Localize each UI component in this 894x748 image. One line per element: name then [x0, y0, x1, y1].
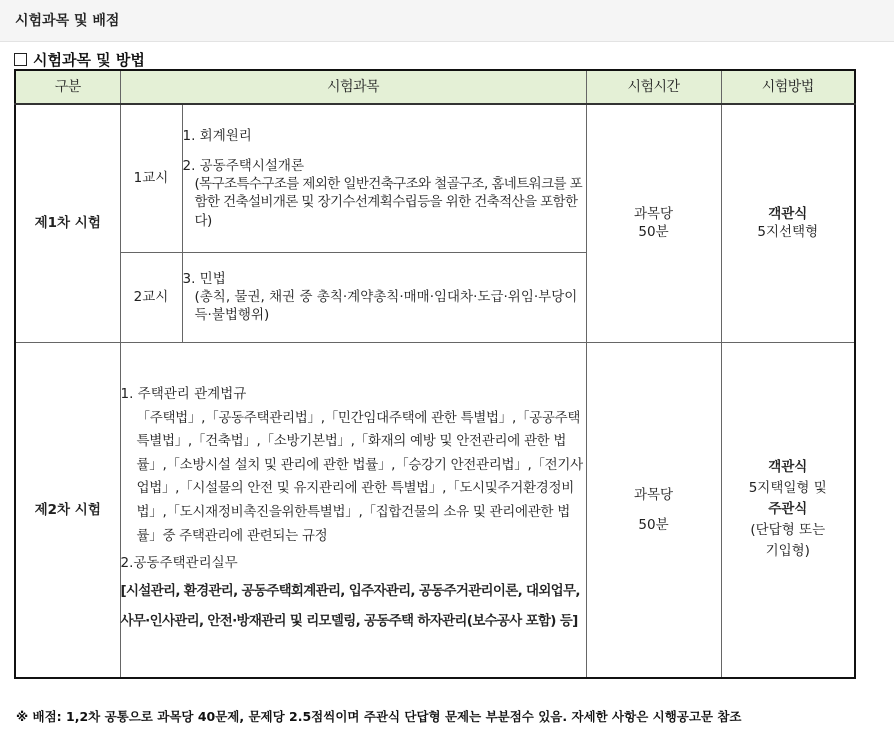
exam1-subject1: 1. 회계원리 [182, 127, 252, 144]
exam2-subject1-title: 1. 주택관리 관계법규 [120, 385, 247, 402]
exam1-time-line2: 50분 [638, 224, 669, 241]
exam2-time-cell [586, 342, 721, 678]
exam1-period2-subjects [182, 252, 586, 342]
exam2-method-line2: 5지택일형 및 [748, 480, 827, 497]
exam2-method-line3: 주관식 [768, 501, 808, 518]
exam2-subject2-detail: [시설관리, 환경관리, 공동주택회계관리, 입주자관리, 공동주거관리이론, 대외업무, 사무·인사관리, 안전·방재관리 및 리모델링, 공동주택 하자관리(보수공사 포함) 등] [120, 582, 580, 630]
exam1-time-cell [586, 104, 721, 342]
footnote-text: 1,2차 공통으로 과목당 40문제, 문제당 2.5점씩이며 주관식 단답형 문제는 부분점수 있음. 자세한 사항은 시행공고문 참조 [66, 709, 742, 724]
header-exam-method: 시험방법 [721, 70, 855, 104]
exam1-subject3-detail: (총칙, 물권, 채권 중 총칙·계약총칙·매매·임대차·도급·위임·부당이득·불법행위) [194, 288, 578, 324]
section-title: 시험과목 및 방법 [33, 51, 145, 69]
exam2-time-line1: 과목당 [633, 486, 674, 503]
exam1-method-line2: 5지선택형 [757, 224, 819, 241]
section-heading [14, 49, 145, 70]
exam2-subject2-title: 2.공동주택관리실무 [120, 555, 238, 572]
exam1-period1-label: 1교시 [120, 104, 182, 252]
exam2-method-line4: (단답형 또는 [750, 522, 826, 539]
exam1-time-line1: 과목당 [633, 206, 674, 223]
scoring-footnote [16, 708, 886, 726]
exam1-label: 제1차 시험 [15, 104, 120, 342]
exam1-subject3: 3. 민법 [182, 270, 226, 287]
exam2-subject1-detail: 「주택법」,「공동주택관리법」,「민간임대주택에 관한 특별법」,「공공주택특별법」,「건축법」,「소방기본법」,「화재의 예방 및 안전관리에 관한 법률」,「소방시설 설치 및 관리에 관한 법률」,「승강기 안전관리법」,「전기사업법」,「시설물의 안전 및 유지관리에 관한 특별법」,「도시및주거환경정비법」,「도시재정비촉진을위한특별법」,「집합건물의 소유 및 관리에관한 법률」중 주택관리에 관련되는 규정 [136, 409, 583, 544]
exam2-method-cell [721, 342, 855, 678]
exam1-subject2: 2. 공동주택시설개론 [182, 157, 304, 174]
exam2-label: 제2차 시험 [15, 342, 120, 678]
exam2-method-line5: 기입형) [765, 543, 810, 560]
exam1-period2-label: 2교시 [120, 252, 182, 342]
page-header-bar [0, 0, 894, 42]
header-subjects: 시험과목 [120, 70, 586, 104]
table-header-row [15, 70, 855, 104]
table-row [15, 342, 855, 678]
exam1-period1-subjects [182, 104, 586, 252]
exam2-method-line1: 객관식 [768, 459, 808, 476]
exam1-subject2-detail: (목구조특수구조를 제외한 일반건축구조와 철골구조, 홈네트워크를 포함한 건축설비개론 및 장기수선계획수립등을 위한 건축적산을 포함한다) [194, 176, 583, 229]
header-category: 구분 [15, 70, 120, 104]
square-bullet-icon [14, 53, 27, 66]
exam1-method-line1: 객관식 [768, 206, 808, 223]
exam-subjects-table [14, 69, 856, 679]
footnote-prefix: ※ 배점: [16, 709, 67, 724]
exam1-method-cell [721, 104, 855, 342]
exam2-subjects [120, 342, 586, 678]
header-exam-time: 시험시간 [586, 70, 721, 104]
exam2-time-line2: 50분 [638, 516, 669, 533]
page-title: 시험과목 및 배점 [15, 13, 120, 29]
table-row [15, 104, 855, 252]
